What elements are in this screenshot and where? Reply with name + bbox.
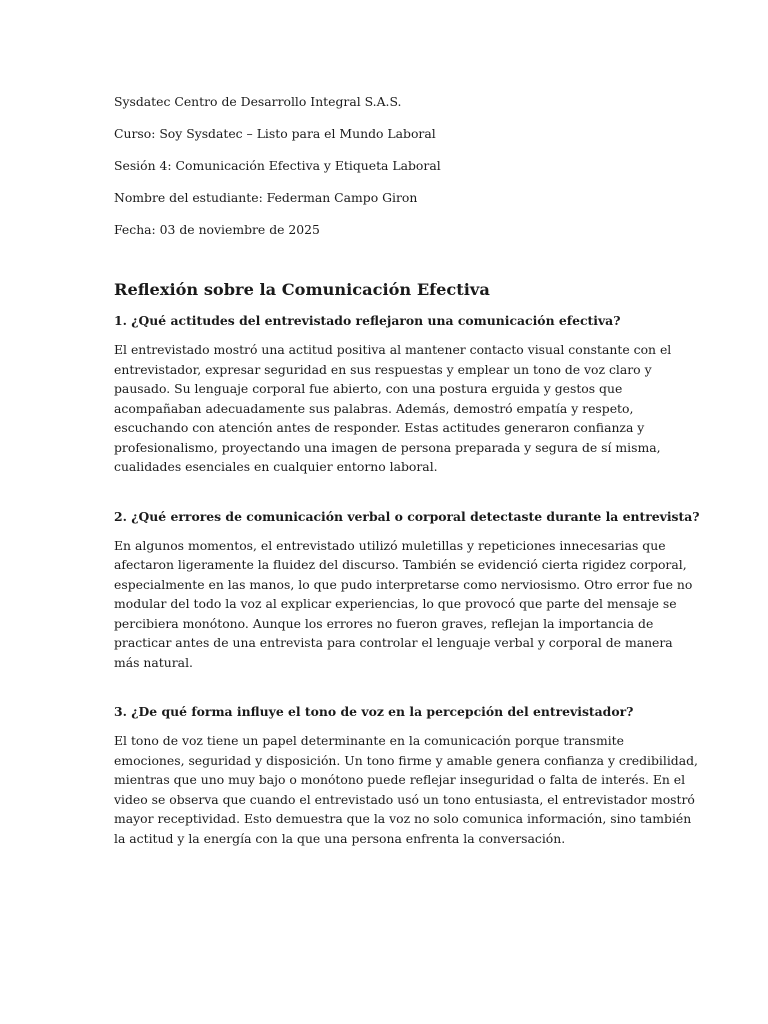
answer-line: percibiera monótono. Aunque los errores no fueron graves, reflejan la importancia de	[114, 615, 654, 631]
question-2: 2. ¿Qué errores de comunicación verbal o corporal detectaste durante la entrevista?	[114, 508, 700, 524]
answer-2	[114, 536, 693, 673]
answer-line: El entrevistado mostró una actitud positiva al mantener contacto visual constante con el	[114, 342, 672, 357]
answer-line: especialmente en las manos, lo que pudo interpretarse como nerviosismo. Otro error fue no	[114, 576, 693, 592]
document-title: Reflexión sobre la Comunicación Efectiva	[114, 280, 490, 299]
answer-line: escuchando con atención antes de responder. Estas actitudes generaron confianza y	[114, 420, 645, 435]
answer-line: cualidades esenciales en cualquier entorno laboral.	[114, 459, 438, 474]
answer-3	[114, 731, 698, 848]
answer-line: modular del todo la voz al explicar experiencias, lo que provocó que parte del mensaje se	[114, 596, 677, 611]
answer-line: El tono de voz tiene un papel determinante en la comunicación porque transmite	[114, 733, 624, 748]
answer-line: mientras que uno muy bajo o monótono puede reflejar inseguridad o falta de interés. En el	[114, 772, 686, 787]
session-name: Sesión 4: Comunicación Efectiva y Etiqueta Laboral	[114, 158, 441, 173]
answer-line: En algunos momentos, el entrevistado utilizó muletillas y repeticiones innecesarias que	[114, 537, 666, 553]
answer-line: más natural.	[114, 654, 193, 670]
institution-name: Sysdatec Centro de Desarrollo Integral S.A.S.	[114, 94, 402, 109]
answer-line: emociones, seguridad y disposición. Un tono firme y amable genera confianza y credibilidad,	[114, 752, 698, 768]
answer-line: mayor receptividad. Esto demuestra que la voz no solo comunica información, sino también	[114, 811, 692, 826]
question-1: 1. ¿Qué actitudes del entrevistado reflejaron una comunicación efectiva?	[114, 313, 621, 328]
answer-1	[114, 340, 672, 477]
answer-line: afectaron ligeramente la fluidez del discurso. También se evidenció cierta rigidez corporal,	[114, 557, 687, 572]
document-page	[114, 92, 700, 878]
question-3: 3. ¿De qué forma influye el tono de voz en la percepción del entrevistador?	[114, 704, 634, 719]
answer-line: video se observa que cuando el entrevistado usó un tono entusiasta, el entrevistador mostró	[114, 791, 695, 807]
answer-line: practicar antes de una entrevista para controlar el lenguaje verbal y corporal de manera	[114, 635, 673, 650]
student-name: Nombre del estudiante: Federman Campo Giron	[114, 190, 418, 205]
answer-line: acompañaban adecuadamente sus palabras. Además, demostró empatía y respeto,	[114, 400, 634, 416]
answer-line: profesionalismo, proyectando una imagen de persona preparada y segura de sí misma,	[114, 439, 661, 455]
answer-line: pausado. Su lenguaje corporal fue abierto, con una postura erguida y gestos que	[114, 381, 623, 396]
answer-line: la actitud y la energía con la que una persona enfrenta la conversación.	[114, 830, 566, 846]
course-name: Curso: Soy Sysdatec – Listo para el Mundo Laboral	[114, 126, 436, 141]
answer-line: entrevistador, expresar seguridad en sus respuestas y emplear un tono de voz claro y	[114, 361, 652, 377]
document-date: Fecha: 03 de noviembre de 2025	[114, 222, 320, 237]
